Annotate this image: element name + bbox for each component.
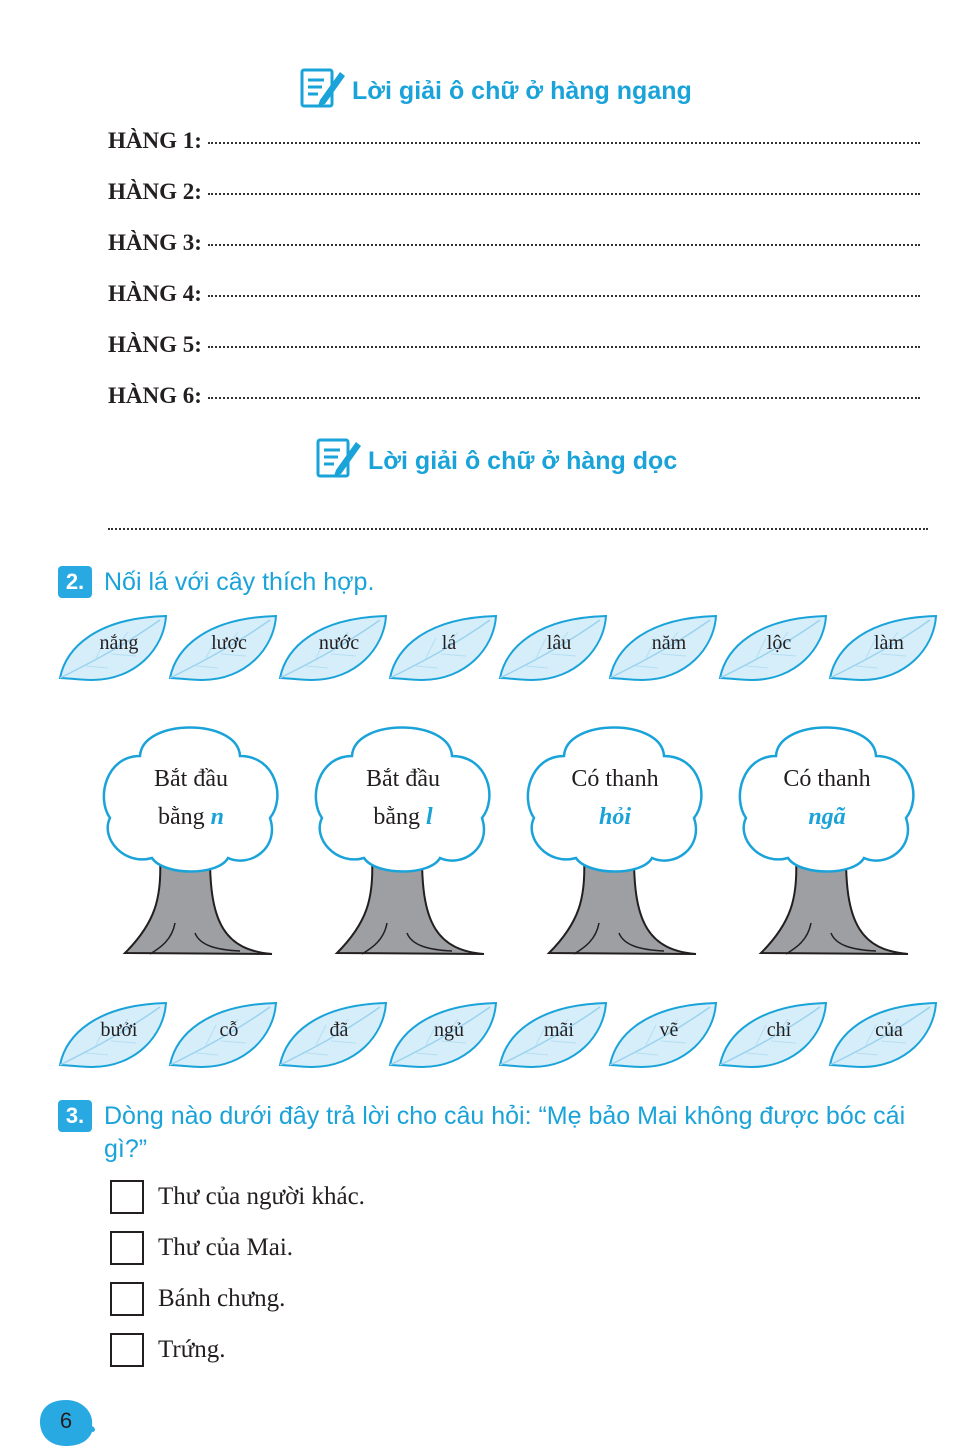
exercise-title-text: Nối lá với cây thích hợp. (104, 568, 375, 596)
tree-label-line2 (524, 804, 706, 831)
leaf-bottom-7[interactable] (826, 995, 938, 1075)
answer-row (108, 383, 920, 409)
answer-row (108, 281, 920, 307)
leaf-word: làm (874, 632, 904, 654)
row-label: HÀNG 5: (108, 332, 202, 357)
leaf-word: lược (211, 632, 247, 654)
tree-accent: n (210, 804, 224, 830)
row-label: HÀNG 3: (108, 230, 202, 255)
tree-nga-tone[interactable] (736, 708, 918, 970)
leaf-word: vẽ (659, 1019, 679, 1041)
leaf-top-2[interactable] (276, 608, 388, 688)
leaf-top-0[interactable] (56, 608, 168, 688)
leaf-top-7[interactable] (826, 608, 938, 688)
tree-accent: l (425, 804, 433, 830)
leaf-word: nắng (99, 632, 139, 654)
checkbox[interactable] (110, 1333, 144, 1367)
leaf-bottom-0[interactable] (56, 995, 168, 1075)
leaf-word: của (875, 1019, 903, 1041)
leaf-top-4[interactable] (496, 608, 608, 688)
heading-text: Lời giải ô chữ ở hàng dọc (368, 447, 678, 475)
exercise-number-badge: 2. (58, 566, 92, 598)
tree-starts-with-l[interactable] (312, 708, 494, 970)
tree-shape (524, 708, 706, 970)
leaf-top-6[interactable] (716, 608, 828, 688)
answer-row (108, 332, 920, 358)
leaf-bottom-3[interactable] (386, 995, 498, 1075)
tree-shape (100, 708, 282, 970)
checkbox[interactable] (110, 1282, 144, 1316)
option-text: Trứng. (158, 1336, 226, 1363)
note-pencil-icon (300, 66, 346, 117)
answer-option[interactable] (110, 1333, 226, 1367)
answer-line[interactable] (208, 243, 920, 246)
answer-row (108, 230, 920, 256)
answer-line[interactable] (208, 396, 920, 399)
tree-shape (736, 708, 918, 970)
vertical-solution-heading (316, 436, 677, 487)
row-label: HÀNG 1: (108, 128, 202, 153)
tree-label-line1: Bắt đầu (154, 766, 228, 792)
checkbox[interactable] (110, 1180, 144, 1214)
leaf-word: năm (651, 632, 687, 654)
option-text: Bánh chưng. (158, 1285, 286, 1312)
leaf-top-5[interactable] (606, 608, 718, 688)
leaf-top-3[interactable] (386, 608, 498, 688)
tree-label-line1: Có thanh (571, 766, 659, 792)
row-label: HÀNG 2: (108, 179, 202, 204)
option-text: Thư của người khác. (158, 1183, 365, 1210)
tree-starts-with-n[interactable] (100, 708, 282, 970)
leaf-bottom-6[interactable] (716, 995, 828, 1075)
leaf-word: ngủ (434, 1019, 464, 1041)
tree-label-line1: Bắt đầu (366, 766, 440, 792)
checkbox[interactable] (110, 1231, 144, 1265)
leaf-word: đã (329, 1019, 349, 1041)
tree-label-line2: bằng n (157, 804, 224, 830)
answer-option[interactable] (110, 1231, 293, 1265)
vertical-answer-line[interactable] (108, 528, 928, 530)
leaf-bottom-1[interactable] (166, 995, 278, 1075)
row-label: HÀNG 4: (108, 281, 202, 306)
leaf-word: mãi (544, 1019, 574, 1041)
heading-text: Lời giải ô chữ ở hàng ngang (352, 77, 692, 105)
answer-row (108, 128, 920, 154)
answer-row (108, 179, 920, 205)
row-label: HÀNG 6: (108, 383, 202, 408)
tree-hoi-tone[interactable] (524, 708, 706, 970)
answer-option[interactable] (110, 1282, 285, 1316)
leaf-word: nước (318, 632, 360, 654)
exercise-3-title (58, 1100, 948, 1166)
leaf-word: cỗ (219, 1019, 239, 1041)
leaf-word: lá (441, 632, 457, 654)
option-text: Thư của Mai. (158, 1234, 294, 1261)
leaf-word: bưởi (100, 1019, 138, 1041)
tree-label-line2 (736, 804, 918, 831)
tree-label-line1: Có thanh (783, 766, 871, 792)
leaf-bottom-4[interactable] (496, 995, 608, 1075)
exercise-question-text: Dòng nào dưới đây trả lời cho câu hỏi: “Mẹ bảo Mai không được bóc cái gì?” (104, 1102, 906, 1163)
page-number-text: 6 (59, 1408, 73, 1433)
answer-line[interactable] (208, 192, 920, 195)
leaf-word: chỉ (766, 1019, 792, 1041)
tree-accent: ngã (808, 804, 846, 830)
answer-option[interactable] (110, 1180, 365, 1214)
page-number (40, 1398, 96, 1446)
note-pencil-icon (316, 436, 362, 487)
exercise-2-title (58, 566, 374, 598)
leaf-bottom-5[interactable] (606, 995, 718, 1075)
exercise-number-badge: 3. (58, 1100, 92, 1132)
tree-accent: hỏi (598, 804, 631, 830)
leaf-word: lâu (546, 632, 572, 654)
tree-label-line2: bằng l (373, 804, 433, 830)
horizontal-solution-heading (300, 66, 692, 117)
leaf-bottom-2[interactable] (276, 995, 388, 1075)
answer-line[interactable] (208, 141, 920, 144)
tree-shape (312, 708, 494, 970)
answer-line[interactable] (208, 294, 920, 297)
answer-line[interactable] (208, 345, 920, 348)
leaf-top-1[interactable] (166, 608, 278, 688)
leaf-word: lộc (766, 632, 792, 654)
